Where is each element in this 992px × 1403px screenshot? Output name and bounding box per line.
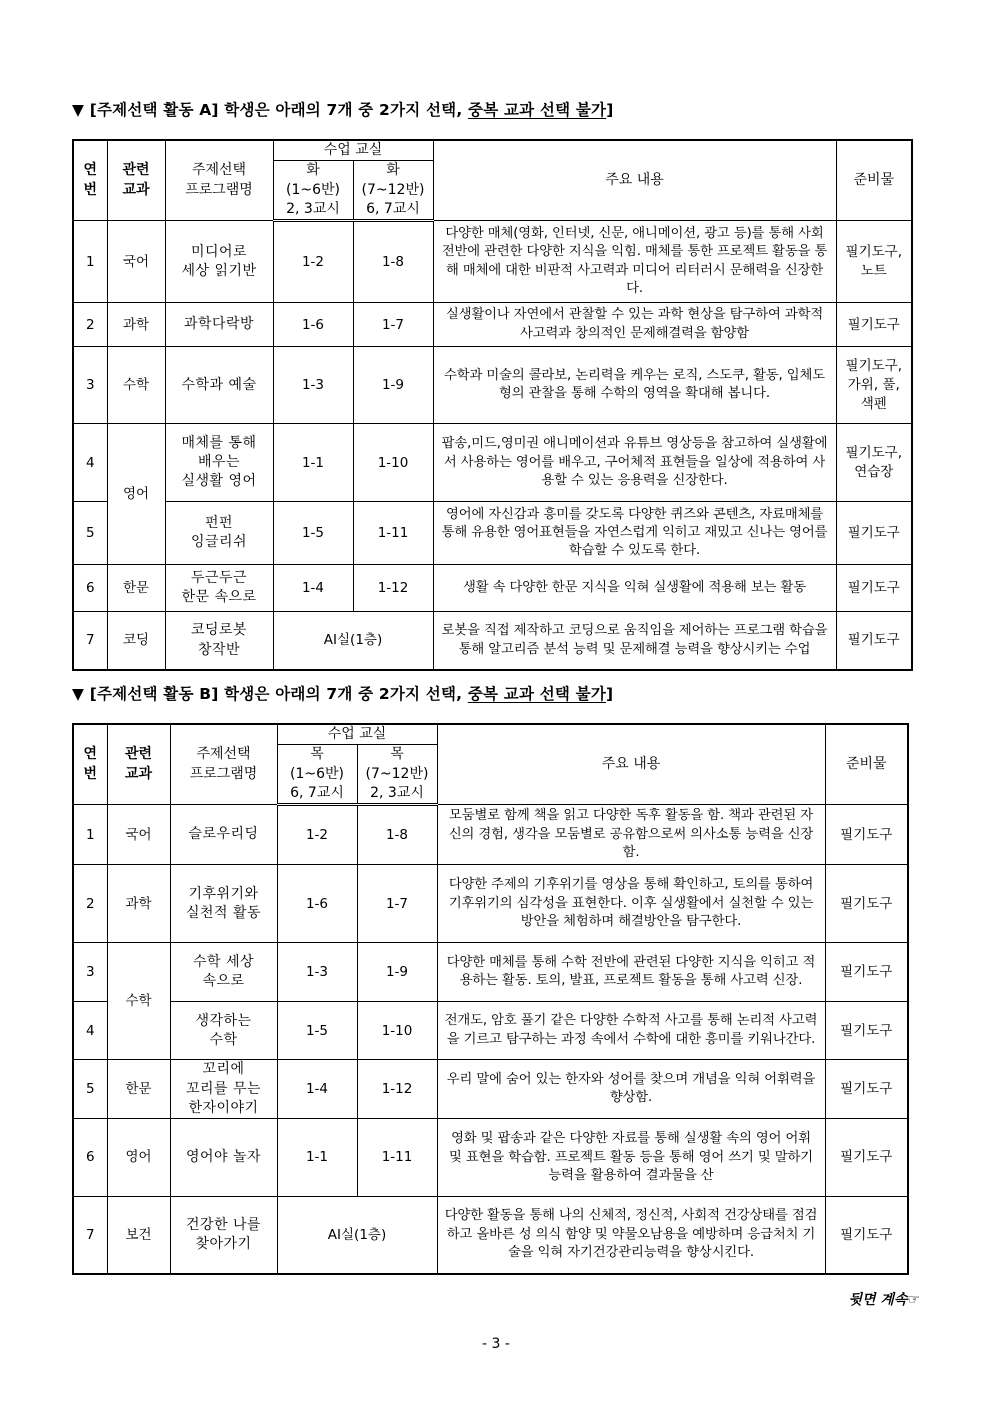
table-row: 7 보건 건강한 나를 찾아가기 AI실(1층) 다양한 활동을 통해 나의 신체적, 정신적, 사회적 건강상태를 점검하고 올바른 성 의식 함양 및 약물오남용을 예방하며 응급처치 기술을 익혀 자기건강관리능력을 향상시킨다. 필기도구 <box>73 1197 908 1274</box>
table-row: 1 국어 미디어로 세상 읽기반 1-2 1-8 다양한 매체(영화, 인터넷, 신문, 애니메이션, 광고 등)를 통해 사회 전반에 관련한 다양한 지식을 익힘. 매체를 통한 프로젝트 활동을 통해 매체에 대한 비판적 사고력과 미디어 리터러시 문해력을 신장한다. 필기도구, 노트 <box>73 221 912 303</box>
header-program: 주제선택 프로그램명 <box>170 724 277 805</box>
header-room-col1: 화 (1~6반) 2, 3교시 <box>273 161 353 221</box>
table-row: 3 수학 수학과 예술 1-3 1-9 수학과 미술의 콜라보, 논리력을 케우는 로직, 스도쿠, 활동, 입체도형의 관찰을 통해 수학의 영역을 확대해 봅니다. 필기도구, 가위, 풀, 색펜 <box>73 347 912 424</box>
section-a-title: ▼ [주제선택 활동 A] 학생은 아래의 7개 중 2가지 선택, 중복 교과 선택 불가] <box>72 101 614 119</box>
header-prep: 준비물 <box>825 724 908 805</box>
header-classroom: 수업 교실 <box>273 140 433 161</box>
section-b-table <box>72 723 909 1275</box>
page-number: - 3 - <box>482 1336 510 1352</box>
header-room-col2: 화 (7~12반) 6, 7교시 <box>353 161 433 221</box>
header-program: 주제선택 프로그램명 <box>165 140 273 221</box>
header-content: 주요 내용 <box>437 724 825 805</box>
header-room-col2: 목 (7~12반) 2, 3교시 <box>357 745 437 805</box>
table-row: 5 펀펀 잉글리쉬 1-5 1-11 영어에 자신감과 흥미를 갖도록 다양한 퀴즈와 콘텐츠, 자료매체를 통해 유용한 영어표현들을 자연스럽게 익히고 재밌고 신나는 영어를 학습할 수 있도록 한다. 필기도구 <box>73 502 912 565</box>
header-room-col1: 목 (1~6반) 6, 7교시 <box>277 745 357 805</box>
section-a-table <box>72 139 913 671</box>
section-b-title: ▼ [주제선택 활동 B] 학생은 아래의 7개 중 2가지 선택, 중복 교과 선택 불가] <box>72 685 614 703</box>
table-row: 7 코딩 코딩로봇 창작반 AI실(1층) 로봇을 직접 제작하고 코딩으로 움직임을 제어하는 프로그램 학습을 통해 알고리즘 분석 능력 및 문제해결 능력을 향상시키는 수업 필기도구 <box>73 612 912 670</box>
header-classroom: 수업 교실 <box>277 724 437 745</box>
table-row: 1 국어 슬로우리딩 1-2 1-8 모둠별로 함께 책을 읽고 다양한 독후 활동을 함. 책과 관련된 자신의 경험, 생각을 모둠별로 공유함으로써 의사소통 능력을 신장함. 필기도구 <box>73 805 908 865</box>
table-row: 6 한문 두근두근 한문 속으로 1-4 1-12 생활 속 다양한 한문 지식을 익혀 실생활에 적용해 보는 활동 필기도구 <box>73 565 912 612</box>
header-prep: 준비물 <box>836 140 912 221</box>
header-no: 연 번 <box>73 140 107 221</box>
header-no: 연 번 <box>73 724 107 805</box>
table-row: 5 한문 꼬리에 꼬리를 무는 한자이야기 1-4 1-12 우리 말에 숨어 있는 한자와 성어를 찾으며 개념을 익혀 어휘력을 향상함. 필기도구 <box>73 1060 908 1119</box>
table-row: 3 수학 수학 세상 속으로 1-3 1-9 다양한 매체를 통해 수학 전반에 관련된 다양한 지식을 익히고 적용하는 활동. 토의, 발표, 프로젝트 활동을 통해 사고력 신장. 필기도구 <box>73 943 908 1002</box>
table-row: 6 영어 영어야 놀자 1-1 1-11 영화 및 팝송과 같은 다양한 자료를 통해 실생활 속의 영어 어휘 및 표현을 학습함. 프로젝트 활동 등을 통해 영어 쓰기 및 말하기 능력을 활용하여 결과물을 산 필기도구 <box>73 1119 908 1197</box>
continue-note: 뒷면 계속☞ <box>848 1292 920 1308</box>
header-subject: 관련 교과 <box>107 724 170 805</box>
header-content: 주요 내용 <box>433 140 836 221</box>
header-subject: 관련 교과 <box>107 140 165 221</box>
table-row: 4 생각하는 수학 1-5 1-10 전개도, 암호 풀기 같은 다양한 수학적 사고를 통해 논리적 사고력을 기르고 탐구하는 과정 속에서 수학에 대한 흥미를 키워나간다. 필기도구 <box>73 1002 908 1060</box>
table-row: 2 과학 기후위기와 실천적 활동 1-6 1-7 다양한 주제의 기후위기를 영상을 통해 확인하고, 토의를 통하여 기후위기의 심각성을 표현한다. 이후 실생활에서 실천할 수 있는 방안을 체험하며 해결방안을 탐구한다. 필기도구 <box>73 865 908 943</box>
table-row: 2 과학 과학다락방 1-6 1-7 실생활이나 자연에서 관찰할 수 있는 과학 현상을 탐구하여 과학적 사고력과 창의적인 문제해결력을 함양함 필기도구 <box>73 303 912 347</box>
table-row: 4 영어 매체를 통해 배우는 실생활 영어 1-1 1-10 팝송,미드,영미권 애니메이션과 유튜브 영상등을 참고하여 실생활에서 사용하는 영어를 배우고, 구어체적 표현들을 일상에 적용하여 사용할 수 있는 응용력을 신장한다. 필기도구, 연습장 <box>73 424 912 502</box>
